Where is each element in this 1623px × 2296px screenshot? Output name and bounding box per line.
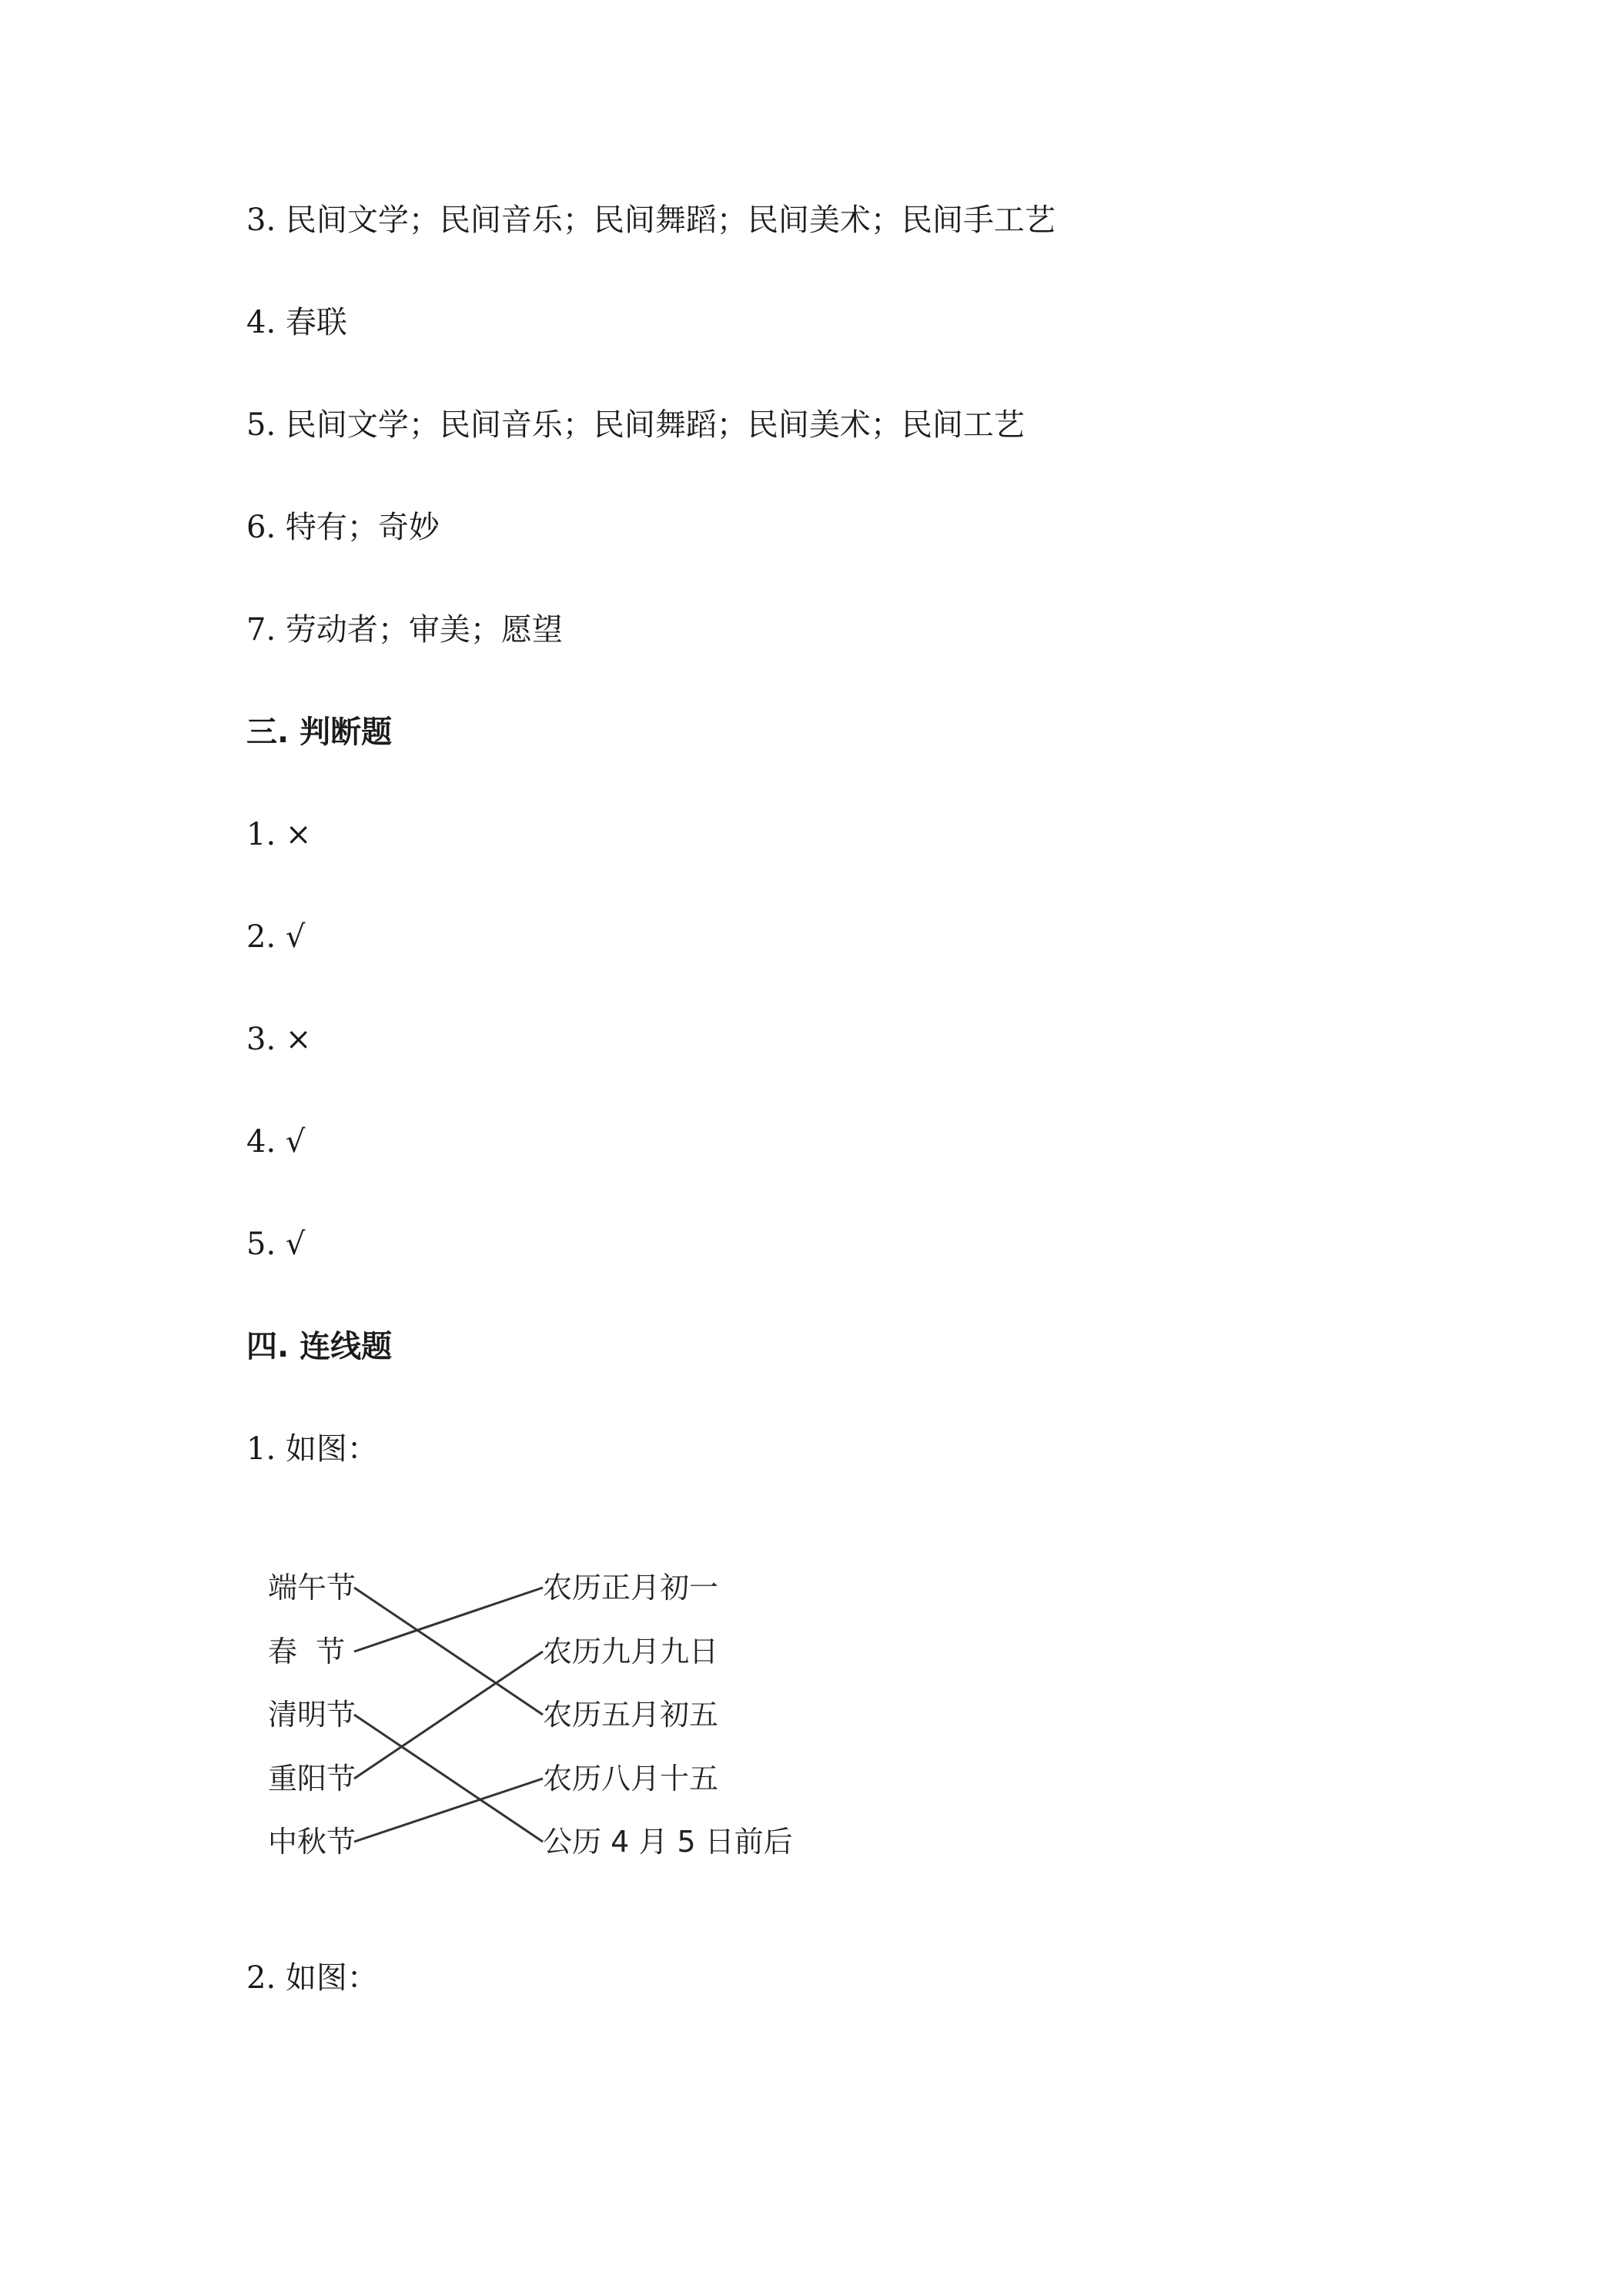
judgment-answer-3: 3. × bbox=[246, 1022, 312, 1057]
left-item-1: 春 节 bbox=[268, 1635, 346, 1668]
judgment-answer-1: 1. × bbox=[246, 817, 312, 852]
matching-q1-label: 1. 如图： bbox=[246, 1431, 378, 1467]
connection-line-2 bbox=[354, 1715, 543, 1842]
left-item-4: 中秋节 bbox=[268, 1825, 356, 1859]
right-item-2: 农历五月初五 bbox=[543, 1698, 719, 1732]
answer-2-3: 3. 民间文学；民间音乐；民间舞蹈；民间美术；民间手工艺 bbox=[246, 202, 1056, 238]
matching-diagram-1 bbox=[246, 1532, 832, 1886]
connection-line-1 bbox=[354, 1588, 543, 1652]
right-item-0: 农历正月初一 bbox=[543, 1571, 719, 1605]
connection-line-3 bbox=[354, 1652, 543, 1779]
right-item-3: 农历八月十五 bbox=[543, 1762, 719, 1796]
connection-line-4 bbox=[354, 1779, 543, 1842]
left-item-3: 重阳节 bbox=[268, 1762, 356, 1796]
right-item-4: 公历 4 月 5 日前后 bbox=[543, 1825, 793, 1859]
left-item-2: 清明节 bbox=[268, 1698, 356, 1732]
matching-q2-label: 2. 如图： bbox=[246, 1960, 378, 1996]
section-4-heading: 四. 连线题 bbox=[246, 1329, 393, 1364]
judgment-answer-2: 2. √ bbox=[246, 919, 306, 955]
judgment-answer-4: 4. √ bbox=[246, 1124, 306, 1160]
judgment-answer-5: 5. √ bbox=[246, 1227, 306, 1262]
right-item-1: 农历九月九日 bbox=[543, 1635, 719, 1668]
answer-2-4: 4. 春联 bbox=[246, 305, 347, 340]
connection-line-0 bbox=[354, 1588, 543, 1715]
section-3-heading: 三. 判断题 bbox=[246, 715, 393, 750]
answer-2-5: 5. 民间文学；民间音乐；民间舞蹈；民间美术；民间工艺 bbox=[246, 407, 1025, 443]
answer-2-7: 7. 劳动者；审美；愿望 bbox=[246, 612, 563, 648]
answer-2-6: 6. 特有；奇妙 bbox=[246, 510, 440, 545]
left-item-0: 端午节 bbox=[268, 1571, 356, 1605]
